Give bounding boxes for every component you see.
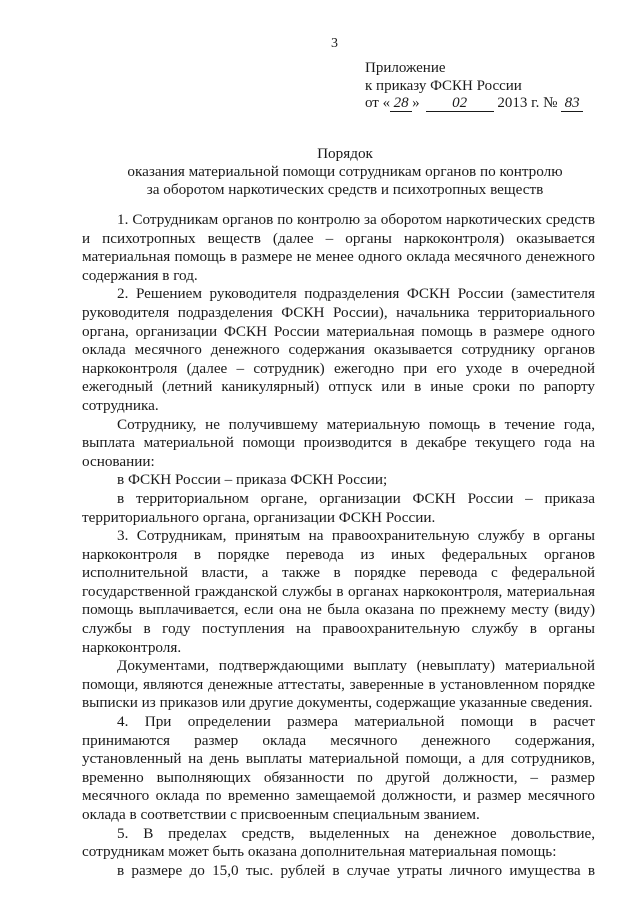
paragraph-10: в размере до 15,0 тыс. рублей в случае утраты личного имущества в <box>117 861 595 879</box>
date-day: 28 <box>390 96 412 112</box>
date-month: 02 <box>426 96 494 112</box>
paragraph-4: в ФСКН России – приказа ФСКН России; <box>117 471 388 489</box>
order-number: 83 <box>561 96 583 112</box>
heading-line-2: за оборотом наркотических средств и психотропных веществ <box>146 181 544 199</box>
page-number: 3 <box>331 36 338 51</box>
paragraph-8: 4. При определении размера материальной помощи в расчет принимаются размер оклада месячного денежного содержания, установленный на день выплаты материальной помощи, а для сотрудников, временно выполняющих обязанности по другой должности, – размер месячного оклада по временно замещаемой должности, и размер месячного оклада в соответствии с присвоенным специальным званием. <box>82 713 595 823</box>
heading-title: Порядок <box>317 145 373 162</box>
document-heading <box>90 145 600 200</box>
paragraph-6: 3. Сотрудникам, принятым на правоохранительную службу в органы наркоконтроля в порядке перевода из иных федеральных органов исполнительной власти, а также в порядке перевода с федеральной государственной гражданской службы в органах наркоконтроля, материальная помощь выплачивается, если она не была оказана по прежнему месту (виду) службы в году поступления на правоохранительную службу в органы наркоконтроля. <box>82 527 595 656</box>
paragraph-3: Сотруднику, не получившему материальную помощь в течение года, выплата материальной помощи производится в декабре текущего года на основании: <box>82 415 595 470</box>
appendix-title: Приложение <box>365 60 446 76</box>
appendix-order-ref: к приказу ФСКН России <box>365 77 522 94</box>
paragraph-7: Документами, подтверждающими выплату (невыплату) материальной помощи, являются денежные аттестаты, заверенные в установленном порядке выписки из приказов или другие документы, содержащие указанные сведения. <box>82 657 595 712</box>
paragraph-1: 1. Сотрудникам органов по контролю за оборотом наркотических средств и психотропных веществ (далее – органы наркоконтроля) оказывается материальная помощь в размере не менее одного оклада месячного денежного содержания в год. <box>82 211 595 284</box>
heading-line-1: оказания материальной помощи сотрудникам органов по контролю <box>127 163 563 181</box>
date-year: 2013 г. № <box>497 95 558 111</box>
paragraph-2: 2. Решением руководителя подразделения ФСКН России (заместителя руководителя подразделения ФСКН России), начальника территориального органа, организации ФСКН России материальная помощь в размере одного оклада месячного денежного содержания оказывается сотруднику органов наркоконтроля (далее – сотрудник) ежегодно при его уходе в очередной ежегодный (летний каникулярный) отпуск или в иные сроки по рапорту сотрудника. <box>82 285 595 414</box>
appendix-header <box>365 60 625 113</box>
document-body <box>82 211 595 880</box>
paragraph-9: 5. В пределах средств, выделенных на денежное довольствие, сотрудникам может быть оказана дополнительная материальная помощь: <box>82 824 595 861</box>
appendix-date-line <box>365 95 625 113</box>
date-prefix: от « <box>365 95 391 111</box>
paragraph-5: в территориальном органе, организации ФСКН России – приказа территориального органа, организации ФСКН России. <box>82 489 595 526</box>
date-mid: » <box>412 95 420 111</box>
